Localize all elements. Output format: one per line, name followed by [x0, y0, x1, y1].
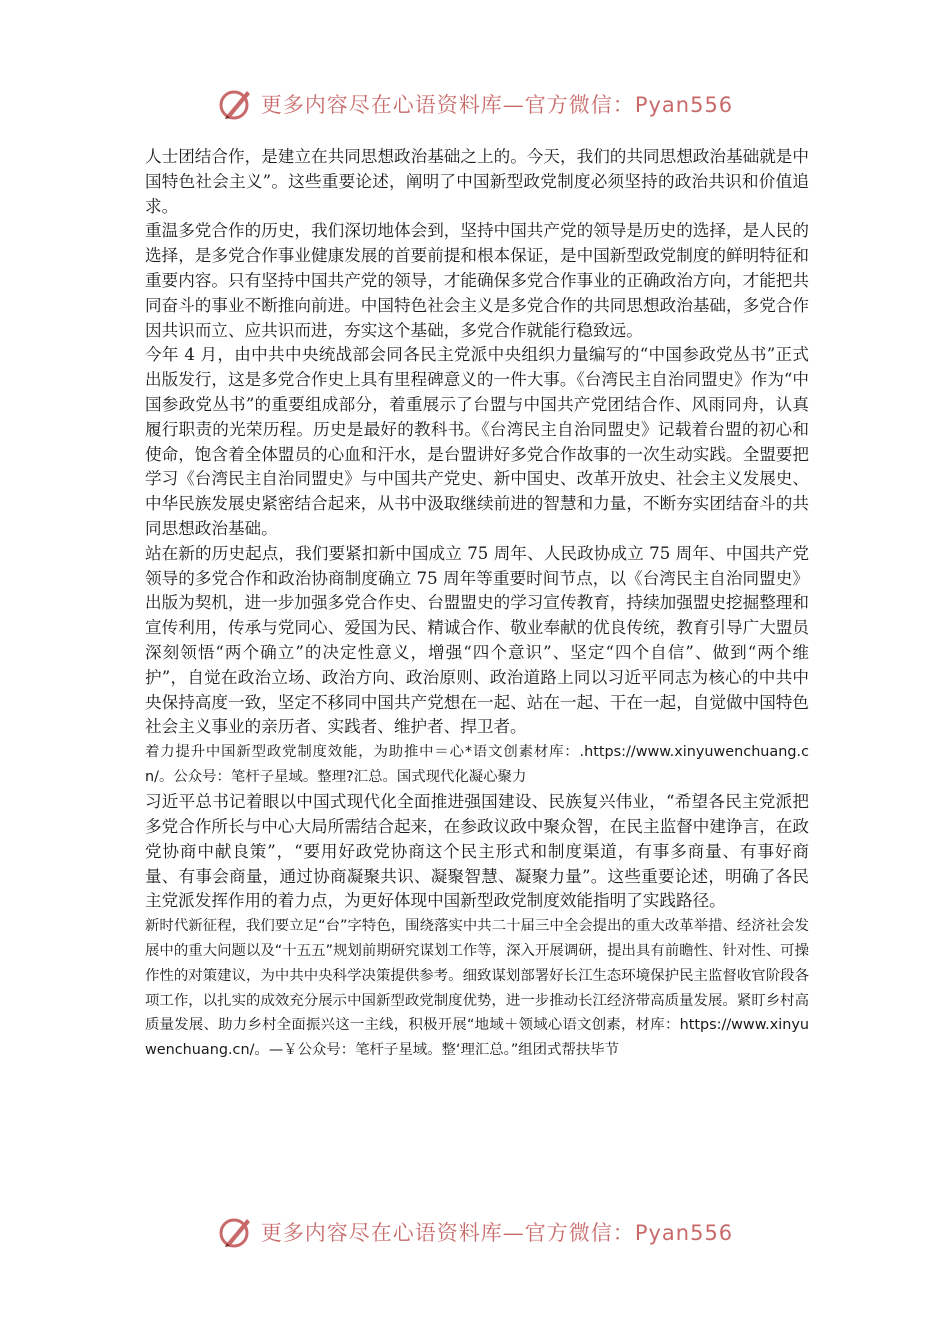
pen-logo-icon: [217, 85, 255, 123]
header-watermark-banner: [0, 82, 950, 126]
paragraph-5: 习近平总书记着眼以中国式现代化全面推进强国建设、民族复兴伟业，“希望各民主党派把多党合作所长与中心大局所需结合起来，在参政议政中聚众智，在民主监督中建诤言，在政党协商中献良策”，“要用好政党协商这个民主形式和制度渠道，有事多商量、有事好商量、有事会商量，通过协商凝聚共识、凝聚智慧、凝聚力量”。这些重要论述，明确了各民主党派发挥作用的着力点，为更好体现中国新型政党制度效能指明了实践路径。: [145, 792, 809, 911]
paragraph-6: 新时代新征程，我们要立足“台”字特色，围绕落实中共二十届三中全会提出的重大改革举措、经济社会发展中的重大问题以及“十五五”规划前期研究谋划工作等，深入开展调研，提出具有前瞻性、针对性、可操作性的对策建议，为中共中央科学决策提供参考。细致谋划部署好长江生态环境保护民主监督收官阶段各项工作，以扎实的成效充分展示中国新型政党制度优势，进一步推动长江经济带高质量发展。紧盯乡村高质量发展、助力乡村全面振兴这一主线，积极开展“地域＋领域心语文创素，材库：https://www.xinyuwenchuang.cn/。—￥公众号：笔杆子星域。整‘理汇总。”组团式帮扶毕节: [145, 918, 809, 1059]
banner-wechat-id: Pyan556: [634, 1221, 734, 1245]
section-heading: 着力提升中国新型政党制度效能，为助推中＝心*语文创素材库：.https://www.xinyuwenchuang.cn/。公众号：笔杆子星域。整理?汇总。国式现代化凝心聚力: [145, 744, 809, 786]
pen-logo-icon: [217, 1213, 255, 1251]
footer-watermark-banner: [0, 1210, 950, 1254]
paragraph-3: 今年 4 月，由中共中央统战部会同各民主党派中央组织力量编写的“中国参政党丛书”正式出版发行，这是多党合作史上具有里程碑意义的一件大事。《台湾民主自治同盟史》作为“中国参政党丛书”的重要组成部分，着重展示了台盟与中国共产党团结合作、风雨同舟，认真履行职责的光荣历程。历史是最好的教科书。《台湾民主自治同盟史》记载着台盟的初心和使命，饱含着全体盟员的心血和汗水，是台盟讲好多党合作故事的一次生动实践。全盟要把学习《台湾民主自治同盟史》与中国共产党史、新中国史、改革开放史、社会主义发展史、中华民族发展史紧密结合起来，从书中汲取继续前进的智慧和力量，不断夯实团结奋斗的共同思想政治基础。: [145, 345, 809, 538]
banner-text: 更多内容尽在心语资料库—官方微信：Pyan556: [260, 93, 734, 117]
paragraph-2: 重温多党合作的历史，我们深切地体会到，坚持中国共产党的领导是历史的选择，是人民的选择，是多党合作事业健康发展的首要前提和根本保证，是中国新型政党制度的鲜明特征和重要内容。只有坚持中国共产党的领导，才能确保多党合作事业的正确政治方向，才能把共同奋斗的事业不断推向前进。中国特色社会主义是多党合作的共同思想政治基础，多党合作因共识而立、应共识而进，夯实这个基础，多党合作就能行稳致远。: [145, 221, 809, 340]
paragraph-1: 人士团结合作，是建立在共同思想政治基础之上的。今天，我们的共同思想政治基础就是中国特色社会主义”。这些重要论述，阐明了中国新型政党制度必须坚持的政治共识和价值追求。: [145, 147, 809, 216]
paragraph-4: 站在新的历史起点，我们要紧扣新中国成立 75 周年、人民政协成立 75 周年、中国共产党领导的多党合作和政治协商制度确立 75 周年等重要时间节点，以《台湾民主自治同盟史》出版为契机，进一步加强多党合作史、台盟盟史的学习宣传教育，持续加强盟史挖掘整理和宣传利用，传承与党同心、爱国为民、精诚合作、敬业奉献的优良传统，教育引导广大盟员深刻领悟“两个确立”的决定性意义，增强“四个意识”、坚定“四个自信”、做到“两个维护”，自觉在政治立场、政治方向、政治原则、政治道路上同以习近平同志为核心的中共中央保持高度一致，坚定不移同中国共产党想在一起、站在一起、干在一起，自觉做中国特色社会主义事业的亲历者、实践者、维护者、捍卫者。: [145, 543, 809, 737]
banner-wechat-id: Pyan556: [634, 93, 734, 117]
article-body: [145, 145, 809, 1063]
banner-text: 更多内容尽在心语资料库—官方微信：Pyan556: [260, 1221, 734, 1245]
